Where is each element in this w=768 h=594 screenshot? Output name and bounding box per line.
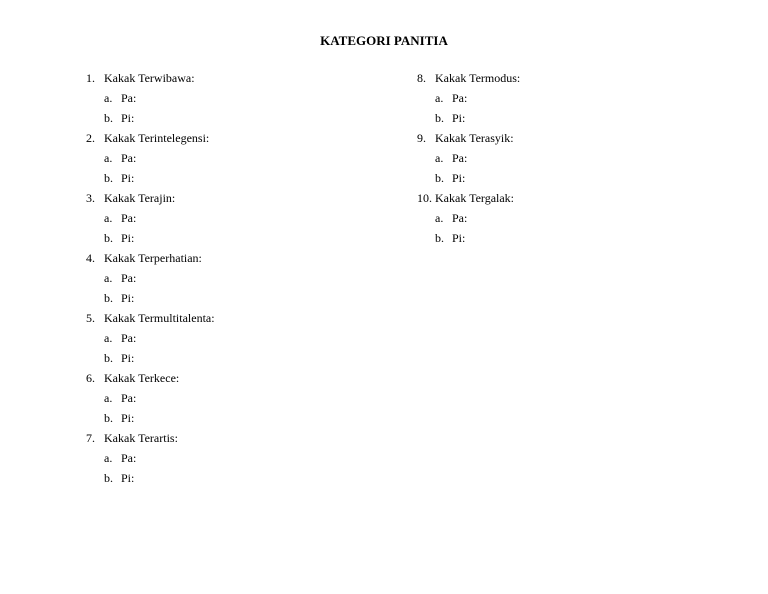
sub-item-label: Pi: bbox=[121, 171, 135, 185]
sub-item-letter: a. bbox=[104, 451, 113, 465]
category-item bbox=[417, 68, 520, 128]
category-label: Kakak Termodus: bbox=[435, 71, 521, 85]
category-number: 6. bbox=[86, 371, 95, 385]
sub-item-label: Pi: bbox=[121, 111, 135, 125]
category-label: Kakak Terkece: bbox=[104, 371, 180, 385]
sub-item-label: Pa: bbox=[121, 91, 137, 105]
sub-item bbox=[86, 348, 215, 368]
sub-item bbox=[86, 328, 215, 348]
category-item bbox=[86, 188, 215, 248]
sub-item bbox=[86, 88, 215, 108]
category-item bbox=[86, 308, 215, 368]
sub-item bbox=[86, 228, 215, 248]
sub-item-label: Pa: bbox=[121, 391, 137, 405]
sub-item-label: Pi: bbox=[121, 471, 135, 485]
sub-item-letter: b. bbox=[104, 351, 113, 365]
sub-item-label: Pa: bbox=[452, 91, 468, 105]
category-heading bbox=[417, 188, 520, 208]
sub-item-letter: a. bbox=[104, 91, 113, 105]
category-heading bbox=[86, 368, 215, 388]
category-label: Kakak Terperhatian: bbox=[104, 251, 202, 265]
sub-item-letter: a. bbox=[435, 91, 444, 105]
sub-item-label: Pa: bbox=[121, 331, 137, 345]
category-number: 8. bbox=[417, 71, 426, 85]
sub-item-label: Pa: bbox=[121, 151, 137, 165]
category-number: 4. bbox=[86, 251, 95, 265]
sub-item-letter: b. bbox=[435, 171, 444, 185]
document-title: KATEGORI PANITIA bbox=[320, 33, 448, 48]
sub-item-letter: a. bbox=[435, 211, 444, 225]
category-label: Kakak Terasyik: bbox=[435, 131, 514, 145]
sub-item-label: Pi: bbox=[121, 411, 135, 425]
sub-item bbox=[86, 208, 215, 228]
category-heading bbox=[86, 188, 215, 208]
category-heading bbox=[86, 428, 215, 448]
sub-item-label: Pi: bbox=[452, 231, 466, 245]
sub-item-letter: a. bbox=[435, 151, 444, 165]
sub-item bbox=[86, 448, 215, 468]
sub-item-letter: b. bbox=[104, 471, 113, 485]
sub-item-label: Pi: bbox=[452, 171, 466, 185]
sub-item-letter: a. bbox=[104, 271, 113, 285]
category-item bbox=[417, 128, 520, 188]
sub-item bbox=[417, 208, 520, 228]
category-number: 3. bbox=[86, 191, 95, 205]
sub-item bbox=[86, 168, 215, 188]
category-column-left bbox=[86, 68, 215, 488]
sub-item-label: Pa: bbox=[452, 151, 468, 165]
category-item bbox=[86, 248, 215, 308]
sub-item-letter: a. bbox=[104, 151, 113, 165]
sub-item bbox=[86, 388, 215, 408]
sub-item-letter: b. bbox=[104, 291, 113, 305]
sub-item bbox=[417, 88, 520, 108]
sub-item-letter: b. bbox=[104, 171, 113, 185]
category-number: 5. bbox=[86, 311, 95, 325]
category-number: 7. bbox=[86, 431, 95, 445]
sub-item bbox=[417, 168, 520, 188]
sub-item-letter: b. bbox=[435, 231, 444, 245]
category-label: Kakak Terwibawa: bbox=[104, 71, 195, 85]
sub-item-label: Pi: bbox=[121, 291, 135, 305]
category-item bbox=[86, 368, 215, 428]
sub-item-letter: b. bbox=[104, 231, 113, 245]
sub-item-label: Pa: bbox=[121, 271, 137, 285]
sub-item-letter: b. bbox=[435, 111, 444, 125]
category-item bbox=[86, 68, 215, 128]
category-label: Kakak Terajin: bbox=[104, 191, 176, 205]
category-label: Kakak Tergalak: bbox=[435, 191, 515, 205]
sub-item-label: Pa: bbox=[121, 451, 137, 465]
category-heading bbox=[86, 128, 215, 148]
sub-item-letter: b. bbox=[104, 411, 113, 425]
category-label: Kakak Termultitalenta: bbox=[104, 311, 215, 325]
sub-item bbox=[86, 468, 215, 488]
sub-item bbox=[86, 288, 215, 308]
category-number: 10. bbox=[417, 191, 432, 205]
category-number: 2. bbox=[86, 131, 95, 145]
sub-item-letter: b. bbox=[104, 111, 113, 125]
sub-item bbox=[86, 268, 215, 288]
sub-item-letter: a. bbox=[104, 391, 113, 405]
category-column-right bbox=[417, 68, 520, 248]
category-heading bbox=[417, 68, 520, 88]
sub-item-label: Pa: bbox=[121, 211, 137, 225]
category-heading bbox=[86, 248, 215, 268]
category-label: Kakak Terartis: bbox=[104, 431, 178, 445]
category-heading bbox=[86, 68, 215, 88]
sub-item-label: Pi: bbox=[121, 231, 135, 245]
category-number: 1. bbox=[86, 71, 95, 85]
sub-item bbox=[417, 108, 520, 128]
sub-item-label: Pa: bbox=[452, 211, 468, 225]
sub-item bbox=[417, 148, 520, 168]
category-heading bbox=[417, 128, 520, 148]
sub-item-letter: a. bbox=[104, 331, 113, 345]
sub-item bbox=[417, 228, 520, 248]
sub-item bbox=[86, 108, 215, 128]
category-label: Kakak Terintelegensi: bbox=[104, 131, 210, 145]
category-item bbox=[86, 428, 215, 488]
sub-item-label: Pi: bbox=[452, 111, 466, 125]
category-item bbox=[86, 128, 215, 188]
sub-item bbox=[86, 408, 215, 428]
sub-item bbox=[86, 148, 215, 168]
category-heading bbox=[86, 308, 215, 328]
sub-item-letter: a. bbox=[104, 211, 113, 225]
category-item bbox=[417, 188, 520, 248]
sub-item-label: Pi: bbox=[121, 351, 135, 365]
category-number: 9. bbox=[417, 131, 426, 145]
